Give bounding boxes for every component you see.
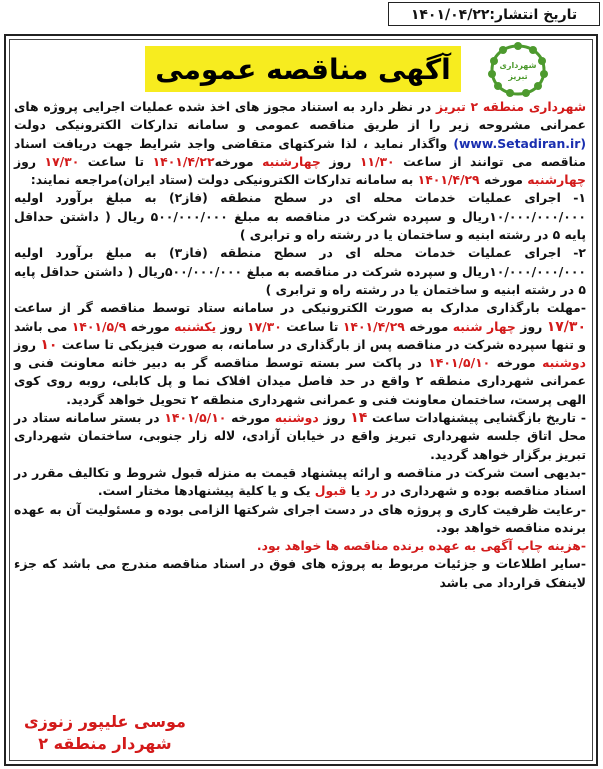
list-item: ۱- اجرای عملیات خدمات محله ای در سطح منطقه (فاز۲) به مبلغ برآورد اولیه ۱۰/۰۰۰/۰۰۰/۰۰۰ریال و سپرده شرکت در مناقصه به مبلغ ۵۰۰/۰۰۰/۰۰۰ ریال ( داشتن حداقل پایه ۵ در رشته ابنیه و ساختمان یا در رشته راه و ترابری ) (14, 190, 586, 243)
notice-title: آگهی مناقصه عمومی (155, 52, 451, 86)
opening-paragraph: - تاریخ بازگشایی پیشنهادات ساعت ۱۴ روز دوشنبه مورخه ۱۴۰۱/۵/۱۰ در بستر سامانه ستاد در محل اتاق جلسه شهرداری تبریز واقع در خیابان آزادی، لاله زار جنوبی، ساختمان شهرداری تبریز برگزار خواهد گردید. (14, 410, 586, 462)
org-name: شهرداری منطقه ۲ تبریز (436, 99, 587, 114)
signer-name: موسی علیپور زنوزی (24, 712, 186, 731)
other-info-paragraph: -سایر اطلاعات و جزئیات مربوط به پروژه های فوق در اسناد مناقصه مندرج می باشد که جزء لاینفک قرارداد می باشد (14, 556, 586, 590)
ad-cost-paragraph: -هزینه چاپ آگهی به عهده برنده مناقصه ها خواهد بود. (256, 538, 586, 554)
deadline-paragraph: -مهلت بارگذاری مدارک به صورت الکترونیکی در سامانه ستاد توسط مناقصه گر از ساعت ۱۷/۳۰ روز چهار شنبه مورخه ۱۴۰۱/۴/۲۹ تا ساعت ۱۷/۳۰ روز یکشنبه مورخه ۱۴۰۱/۵/۹ می باشد و تنها سپرده شرکت در مناقصه پس از بارگذاری در سامانه، به صورت فیزیکی تا ساعت ۱۰ روز دوشنبه مورخه ۱۴۰۱/۵/۱۰ در پاکت سر بسته توسط مناقصه گر به دبیر خانه معاونت فنی و عمرانی شهرداری منطقه ۲ واقع در حد فاصل میدان افلاک نما و پل کابلی، روبه روی کوی الهی پرست، ساختمان معاونت فنی و عمرانی شهرداری منطقه ۲ تحویل خواهد گردید. (14, 300, 587, 407)
list-item: ۲- اجرای عملیات خدمات محله ای در سطح منطقه (فاز۳) به مبلغ برآورد اولیه ۱۰/۰۰۰/۰۰۰/۰۰۰ریال و سپرده شرکت در مناقصه به مبلغ ۵۰۰/۰۰۰/۰۰۰ریال ( داشتن حداقل پایه ۵ در رشته ابنیه و ساختمان یا در رشته راه و ترابری ) (14, 245, 586, 297)
intro-paragraph: شهرداری منطقه ۲ تبریز در نظر دارد به استناد مجوز های اخذ شده عملیات اجرایی پروژه های عمرانی مشروحه زیر را از طریق مناقصه عمومی و سامانه تدارکات الکترونیکی دولت (www.Setadiran.ir) واگذار نماید ، لذا شرکتهای متقاضی واجد شرایط جهت دریافت اسناد مناقصه می توانند از ساعت ۱۱/۳۰ روز چهارشنبه مورخه۱۴۰۱/۴/۲۲ تا ساعت ۱۷/۳۰ روز چهارشنبه مورخه ۱۴۰۱/۴/۲۹ به سامانه تدارکات الکترونیکی دولت (ستاد ایران)مراجعه نمایند: (14, 99, 587, 188)
title-banner (145, 46, 461, 92)
obvious-paragraph: -بدیهی است شرکت در مناقصه و ارائه پیشنهاد قیمت به منزله قبول شروط و تکالیف مقرر در اسناد مناقصه بوده و شهرداری در رد یا قبول یک و یا کلیة پیشنهادها مختار است. (14, 464, 586, 499)
deposit-amount: ۵۰۰/۰۰۰/۰۰۰ ریال (117, 208, 228, 224)
deposit-amount: ۵۰۰/۰۰۰/۰۰۰ریال (137, 263, 243, 279)
estimate-amount: ۱۰/۰۰۰/۰۰۰/۰۰۰ریال (462, 208, 586, 224)
svg-text:تبریز: تبریز (508, 72, 528, 81)
signature-block (24, 711, 186, 755)
estimate-amount: ۱۰/۰۰۰/۰۰۰/۰۰۰ریال (462, 263, 586, 279)
tabriz-municipality-logo (478, 42, 558, 98)
signer-role: شهردار منطقه ۲ (38, 734, 172, 753)
setadiran-link[interactable]: (www.Setadiran.ir) (453, 135, 586, 151)
capacity-paragraph: -رعایت ظرفیت کاری و پروژه های در دست اجرای شرکتها الزامی بوده و مسئولیت آن به عهده برنده مناقصه خواهد بود. (14, 501, 586, 535)
logo-caption: شهرداری (499, 61, 537, 70)
notice-body (14, 98, 586, 592)
publish-date: تاریخ انتشار:۱۴۰۱/۰۴/۲۲ (410, 7, 578, 23)
publish-date-badge (388, 2, 600, 26)
